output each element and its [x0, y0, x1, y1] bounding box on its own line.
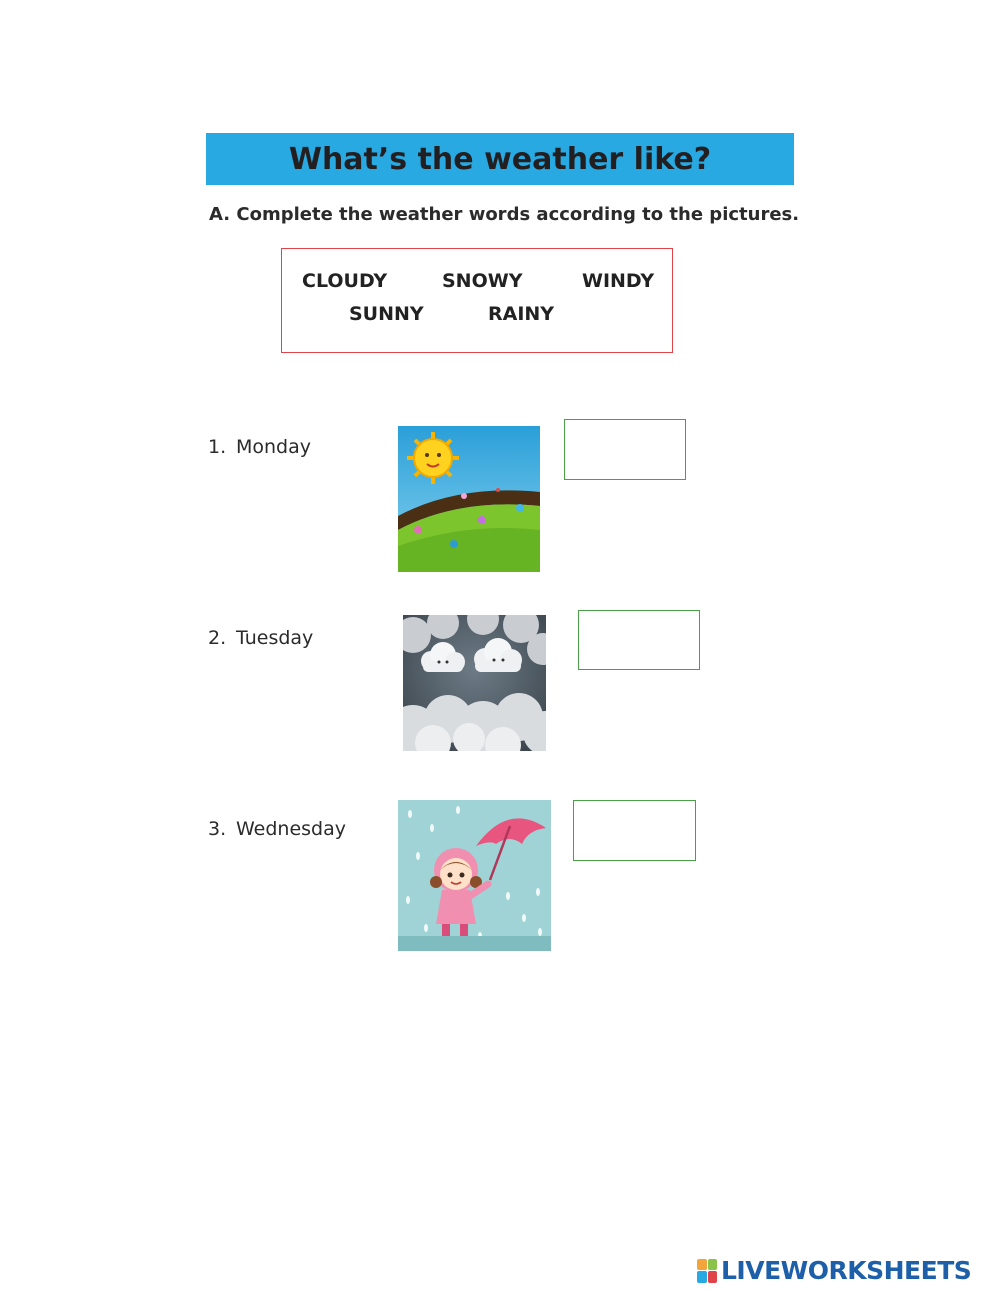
day-label: Tuesday — [236, 627, 314, 649]
answer-input-wednesday[interactable] — [573, 800, 696, 861]
liveworksheets-logo[interactable] — [697, 1256, 971, 1285]
word-bank-box — [281, 248, 673, 353]
word-bank-word: WINDY — [582, 270, 655, 292]
word-bank-word: CLOUDY — [302, 270, 388, 292]
question-label — [208, 436, 311, 458]
cloudy-scene-picture — [403, 615, 546, 751]
word-bank-word: SUNNY — [349, 303, 424, 325]
question-number: 1. — [208, 436, 227, 458]
answer-input-monday[interactable] — [564, 419, 686, 480]
day-label: Monday — [236, 436, 312, 458]
answer-input-tuesday[interactable] — [578, 610, 700, 670]
page-title: What’s the weather like? — [288, 141, 712, 177]
word-bank-word: RAINY — [488, 303, 555, 325]
day-label: Wednesday — [236, 818, 347, 840]
instruction-text: A. Complete the weather words according to the pictures. — [209, 204, 800, 225]
question-label — [208, 818, 346, 840]
title-banner — [206, 133, 794, 185]
question-number: 3. — [208, 818, 227, 840]
brand-name: LIVEWORKSHEETS — [721, 1256, 972, 1285]
rainy-scene-picture — [398, 800, 551, 951]
word-bank-word: SNOWY — [442, 270, 523, 292]
logo-mark-icon — [697, 1259, 717, 1283]
question-number: 2. — [208, 627, 227, 649]
question-label — [208, 627, 313, 649]
sunny-scene-picture — [398, 426, 540, 572]
